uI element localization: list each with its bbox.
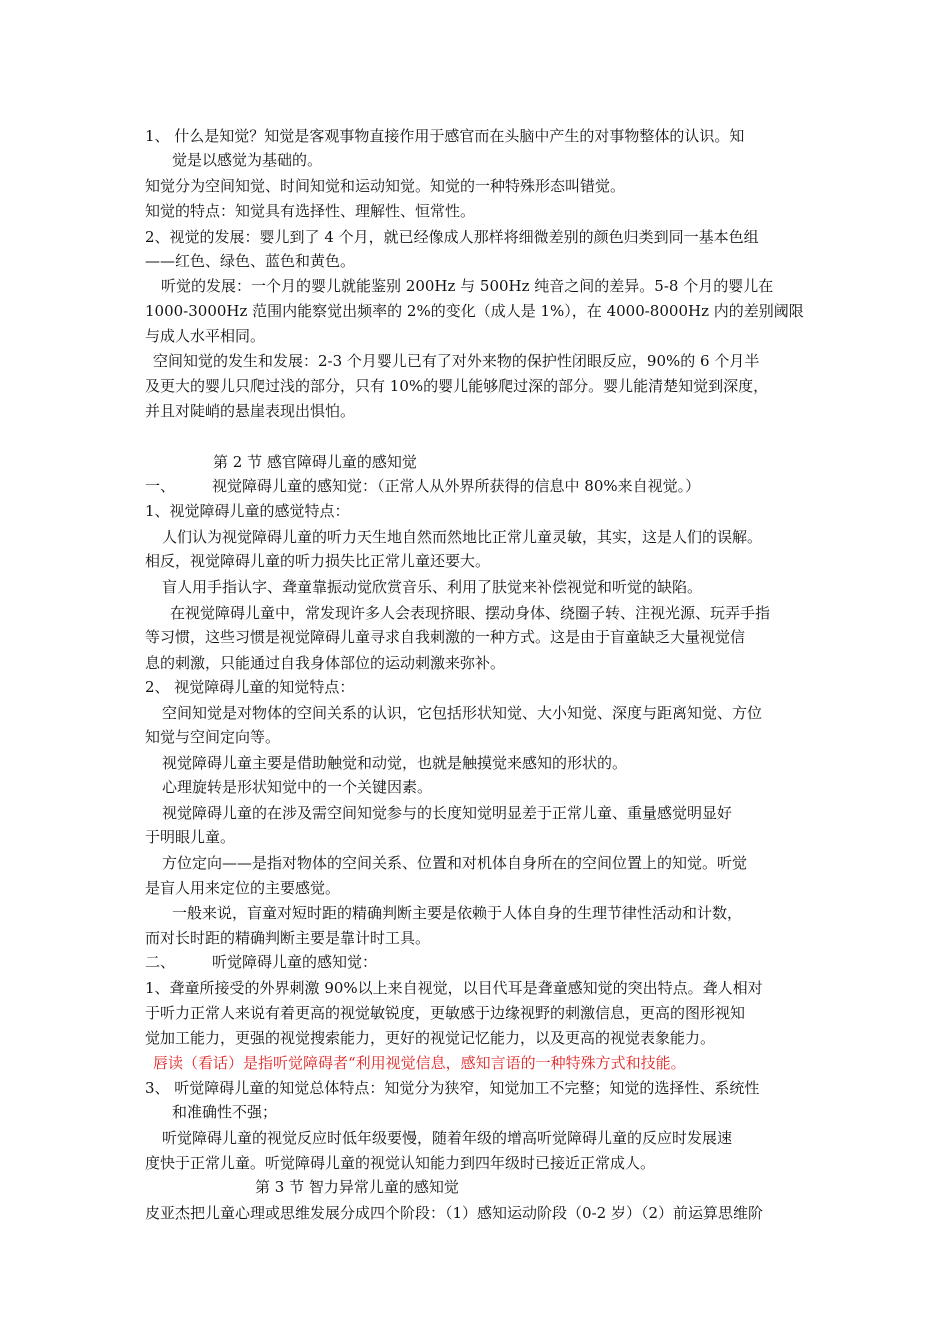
text-line: 听觉障碍儿童的视觉反应时低年级要慢，随着年级的增高听觉障碍儿童的反应时发展速 <box>162 1129 733 1147</box>
text-line: 度快于正常儿童。听觉障碍儿童的视觉认知能力到四年级时已接近正常成人。 <box>145 1154 656 1172</box>
text-line: 1、聋童所接受的外界刺激 90%以上来自视觉，以目代耳是聋童感知觉的突出特点。聋人相对 <box>145 979 763 997</box>
text-line: 一般来说，盲童对短时距的精确判断主要是依赖于人体自身的生理节律性活动和计数， <box>172 904 743 922</box>
text-line: 1、 什么是知觉？知觉是客观事物直接作用于感官而在头脑中产生的对事物整体的认识。知 <box>145 127 745 145</box>
text-line: 2、视觉的发展：婴儿到了 4 个月，就已经像成人那样将细微差别的颜色归类到同一基本色组 <box>145 228 759 246</box>
text-line: 2、 视觉障碍儿童的知觉特点： <box>145 678 355 696</box>
text-line: 在视觉障碍儿童中，常发现许多人会表现挤眼、摆动身体、绕圈子转、注视光源、玩弄手指 <box>170 604 771 622</box>
text-line: 并且对陡峭的悬崖表现出惧怕。 <box>145 402 356 420</box>
text-line: 听觉障碍儿童的感知觉： <box>212 953 378 971</box>
text-line: 心理旋转是形状知觉中的一个关键因素。 <box>162 778 433 796</box>
list-number: 一、 <box>145 477 176 495</box>
text-line: 知觉与空间定向等。 <box>145 728 281 746</box>
text-line: 空间知觉的发生和发展：2-3 个月婴儿已有了对外来物的保护性闭眼反应，90%的 6 个月半 <box>153 352 760 370</box>
text-line: 知觉分为空间知觉、时间知觉和运动知觉。知觉的一种特殊形态叫错觉。 <box>145 177 626 195</box>
text-line: 1000-3000Hz 范围内能察觉出频率的 2%的变化（成人是 1%），在 4000-8000Hz 内的差别阈限 <box>145 302 804 320</box>
section-heading: 第 2 节 感官障碍儿童的感知觉 <box>213 453 417 471</box>
text-line: 盲人用手指认字、聋童靠振动觉欣赏音乐、利用了肤觉来补偿视觉和听觉的缺陷。 <box>162 578 703 596</box>
text-line: 于明眼儿童。 <box>145 828 236 846</box>
text-line: 及更大的婴儿只爬过浅的部分，只有 10%的婴儿能够爬过深的部分。婴儿能清楚知觉到深度， <box>145 377 769 395</box>
text-line: 视觉障碍儿童的感知觉：（正常人从外界所获得的信息中 80%来自视觉。） <box>212 477 701 495</box>
text-line: 而对长时距的精确判断主要是靠计时工具。 <box>145 929 431 947</box>
text-line: 3、 听觉障碍儿童的知觉总体特点：知觉分为狭窄，知觉加工不完整；知觉的选择性、系统性 <box>145 1079 760 1097</box>
text-line: 空间知觉是对物体的空间关系的认识，它包括形状知觉、大小知觉、深度与距离知觉、方位 <box>162 704 763 722</box>
text-line: 皮亚杰把儿童心理或思维发展分成四个阶段：（1）感知运动阶段（0-2 岁）（2）前运算思维阶 <box>145 1204 764 1222</box>
list-number: 二、 <box>145 953 176 971</box>
text-line: 息的刺激，只能通过自我身体部位的运动刺激来弥补。 <box>145 654 506 672</box>
text-line: 人们认为视觉障碍儿童的听力天生地自然而然地比正常儿童灵敏，其实，这是人们的误解。 <box>162 528 763 546</box>
text-line: 视觉障碍儿童主要是借助触觉和动觉，也就是触摸觉来感知的形状的。 <box>162 754 628 772</box>
text-line: 觉加工能力，更强的视觉搜索能力，更好的视觉记忆能力，以及更高的视觉表象能力。 <box>145 1029 716 1047</box>
text-line: 方位定向——是指对物体的空间关系、位置和对机体自身所在的空间位置上的知觉。听觉 <box>162 854 748 872</box>
text-line: 1、视觉障碍儿童的感觉特点： <box>145 502 350 520</box>
highlighted-text-line: 唇读（看话）是指听觉障碍者“利用视觉信息，感知言语的一种特殊方式和技能。 <box>153 1054 686 1072</box>
text-line: 和准确性不强； <box>172 1103 278 1121</box>
text-line: 等习惯，这些习惯是视觉障碍儿童寻求自我刺激的一种方式。这是由于盲童缺乏大量视觉信 <box>145 628 746 646</box>
text-line: 觉是以感觉为基础的。 <box>172 151 323 169</box>
text-line: 是盲人用来定位的主要感觉。 <box>145 879 341 897</box>
text-line: 于听力正常人来说有着更高的视觉敏锐度，更敏感于边缘视野的刺激信息，更高的图形视知 <box>145 1004 746 1022</box>
text-line: ——红色、绿色、蓝色和黄色。 <box>145 252 356 270</box>
text-line: 知觉的特点：知觉具有选择性、理解性、恒常性。 <box>145 202 476 220</box>
text-line: 视觉障碍儿童的在涉及需空间知觉参与的长度知觉明显差于正常儿童、重量感觉明显好 <box>162 804 733 822</box>
text-line: 听觉的发展：一个月的婴儿就能鉴别 200Hz 与 500Hz 纯音之间的差异。5-8 个月的婴儿在 <box>161 277 774 295</box>
text-line: 与成人水平相同。 <box>145 327 266 345</box>
text-line: 相反，视觉障碍儿童的听力损失比正常儿童还要大。 <box>145 552 491 570</box>
section-heading: 第 3 节 智力异常儿童的感知觉 <box>255 1178 459 1196</box>
